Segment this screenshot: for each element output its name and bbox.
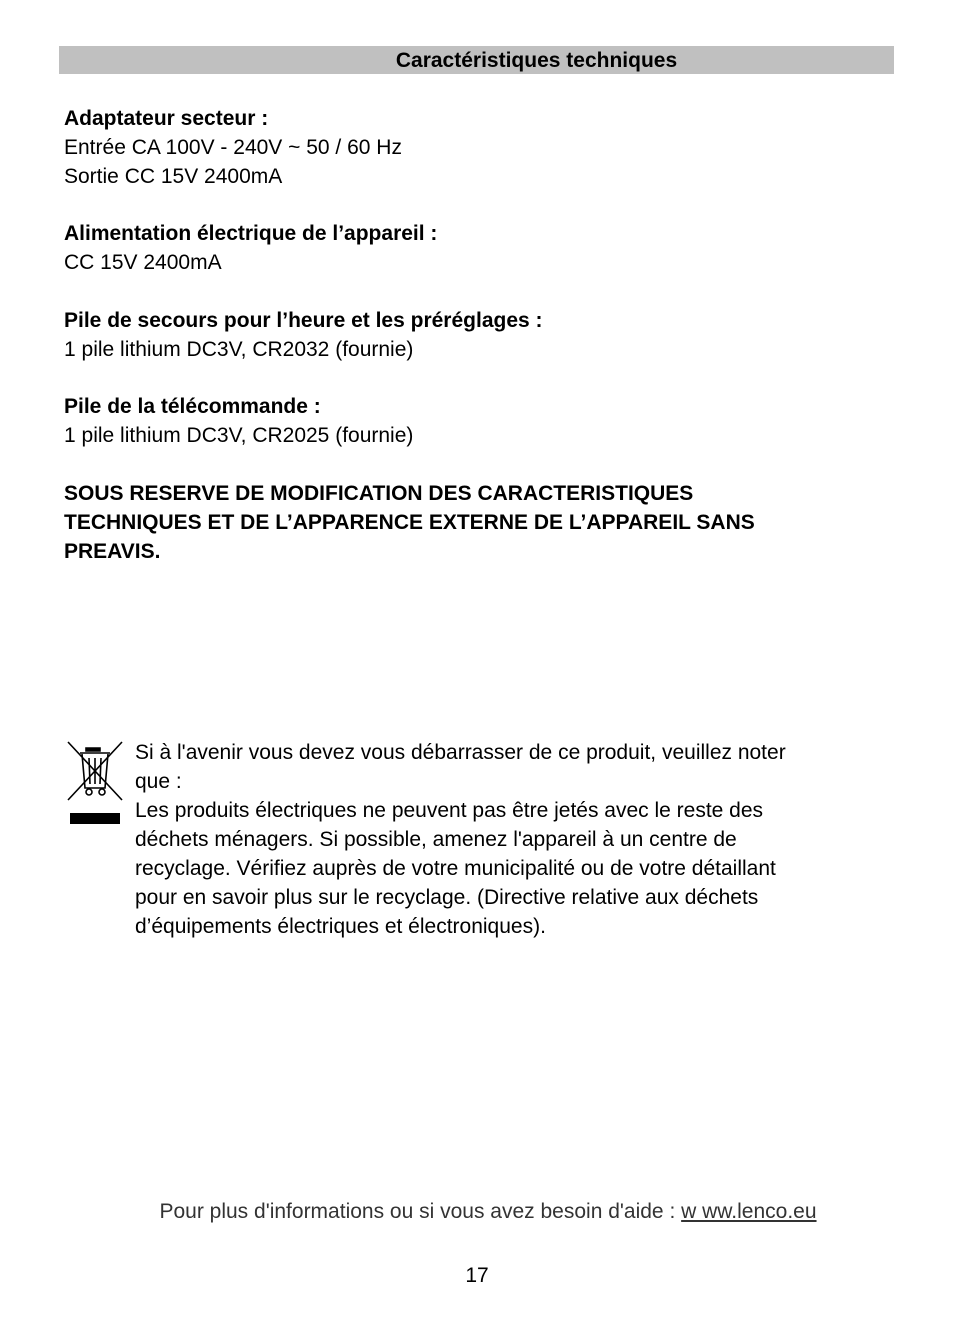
spec-line: Entrée CA 100V - 240V ~ 50 / 60 Hz (64, 136, 402, 159)
notice-line: SOUS RESERVE DE MODIFICATION DES CARACTERISTIQUES (64, 482, 694, 505)
section-header-bar (59, 46, 894, 74)
spec-backup-battery (64, 306, 543, 364)
notice-line: TECHNIQUES ET DE L’APPARENCE EXTERNE DE L’APPAREIL SANS (64, 511, 755, 534)
weee-line: Si à l'avenir vous devez vous débarrasser de ce produit, veuillez noter (135, 741, 786, 764)
spec-heading: Pile de secours pour l’heure et les préréglages : (64, 309, 543, 332)
spec-line: Sortie CC 15V 2400mA (64, 165, 283, 188)
footer-text: Pour plus d'informations ou si vous avez besoin d'aide : (159, 1200, 682, 1223)
weee-line: déchets ménagers. Si possible, amenez l'appareil à un centre de (135, 828, 737, 851)
spec-heading: Adaptateur secteur : (64, 107, 269, 130)
spec-heading: Alimentation électrique de l’appareil : (64, 222, 438, 245)
spec-power-supply (64, 219, 437, 277)
weee-line: recyclage. Vérifiez auprès de votre municipalité ou de votre détaillant (135, 857, 776, 880)
weee-line: Les produits électriques ne peuvent pas être jetés avec le reste des (135, 799, 764, 822)
page-number: 17 (465, 1264, 489, 1287)
notice-line: PREAVIS. (64, 540, 161, 563)
spec-line: 1 pile lithium DC3V, CR2032 (fournie) (64, 338, 414, 361)
page-title: Caractéristiques techniques (395, 49, 678, 72)
website-link[interactable]: w ww.lenco.eu (681, 1200, 817, 1223)
modification-notice (64, 479, 884, 566)
weee-line: d’équipements électriques et électroniques). (135, 915, 546, 938)
spec-heading: Pile de la télécommande : (64, 395, 321, 418)
spec-adapter (64, 104, 402, 191)
footer-help (0, 1200, 954, 1224)
spec-line: 1 pile lithium DC3V, CR2025 (fournie) (64, 424, 414, 447)
spec-line: CC 15V 2400mA (64, 251, 222, 274)
crossed-out-wheelie-bin-icon (66, 740, 124, 828)
weee-disposal-text (135, 738, 895, 941)
weee-line: pour en savoir plus sur le recyclage. (Directive relative aux déchets (135, 886, 759, 909)
spec-remote-battery (64, 392, 413, 450)
weee-line: que : (135, 770, 182, 793)
